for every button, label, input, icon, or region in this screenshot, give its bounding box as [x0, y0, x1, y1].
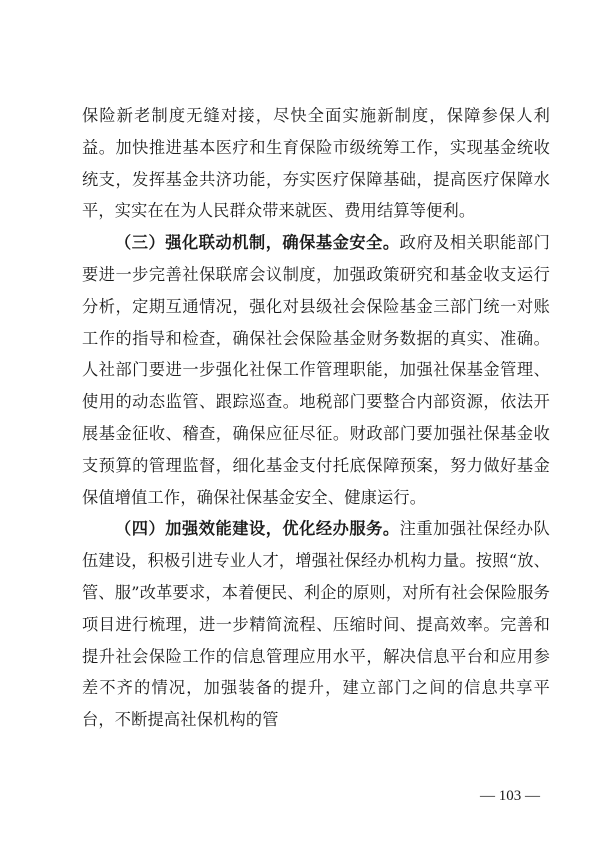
paragraph-1 [82, 100, 550, 227]
page-number: — 103 — [480, 788, 540, 804]
paragraph-2-heading: （三）强化联动机制，确保基金安全。 [115, 233, 400, 253]
paragraph-2-text: 政府及相关职能部门要进一步完善社保联席会议制度，加强政策研究和基金收支运行分析，定期互通情况，强化对县级社会保险基金三部门统一对账工作的指导和检查，确保社会保险基金财务数据的真实、准确。人社部门要进一步强化社保工作管理职能，加强社保基金管理、使用的动态监管、跟踪巡查。地税部门要整合内部资源，依法开展基金征收、稽查，确保应征尽征。财政部门要加强社保基金收支预算的管理监督，细化基金支付托底保障预案，努力做好基金保值增值工作，确保社保基金安全、健康运行。 [82, 233, 550, 507]
body-text [82, 100, 550, 736]
paragraph-3-text: 注重加强社保经办队伍建设，积极引进专业人才，增强社保经办机构力量。按照“放、管、服”改革要求，本着便民、利企的原则，对所有社会保险服务项目进行梳理，进一步精简流程、压缩时间、提高效率。完善和提升社会保险工作的信息管理应用水平，解决信息平台和应用参差不齐的情况，加强装备的提升，建立部门之间的信息共享平台，不断提高社保机构的管 [82, 519, 550, 730]
paragraph-3-heading: （四）加强效能建设，优化经办服务。 [115, 519, 400, 539]
paragraph-1-text: 保险新老制度无缝对接，尽快全面实施新制度，保障参保人利益。加快推进基本医疗和生育保险市级统筹工作，实现基金统收统支，发挥基金共济功能，夯实医疗保障基础，提高医疗保障水平，实实在在为人民群众带来就医、费用结算等便利。 [82, 106, 550, 221]
paragraph-3 [82, 513, 550, 736]
paragraph-2 [82, 227, 550, 513]
